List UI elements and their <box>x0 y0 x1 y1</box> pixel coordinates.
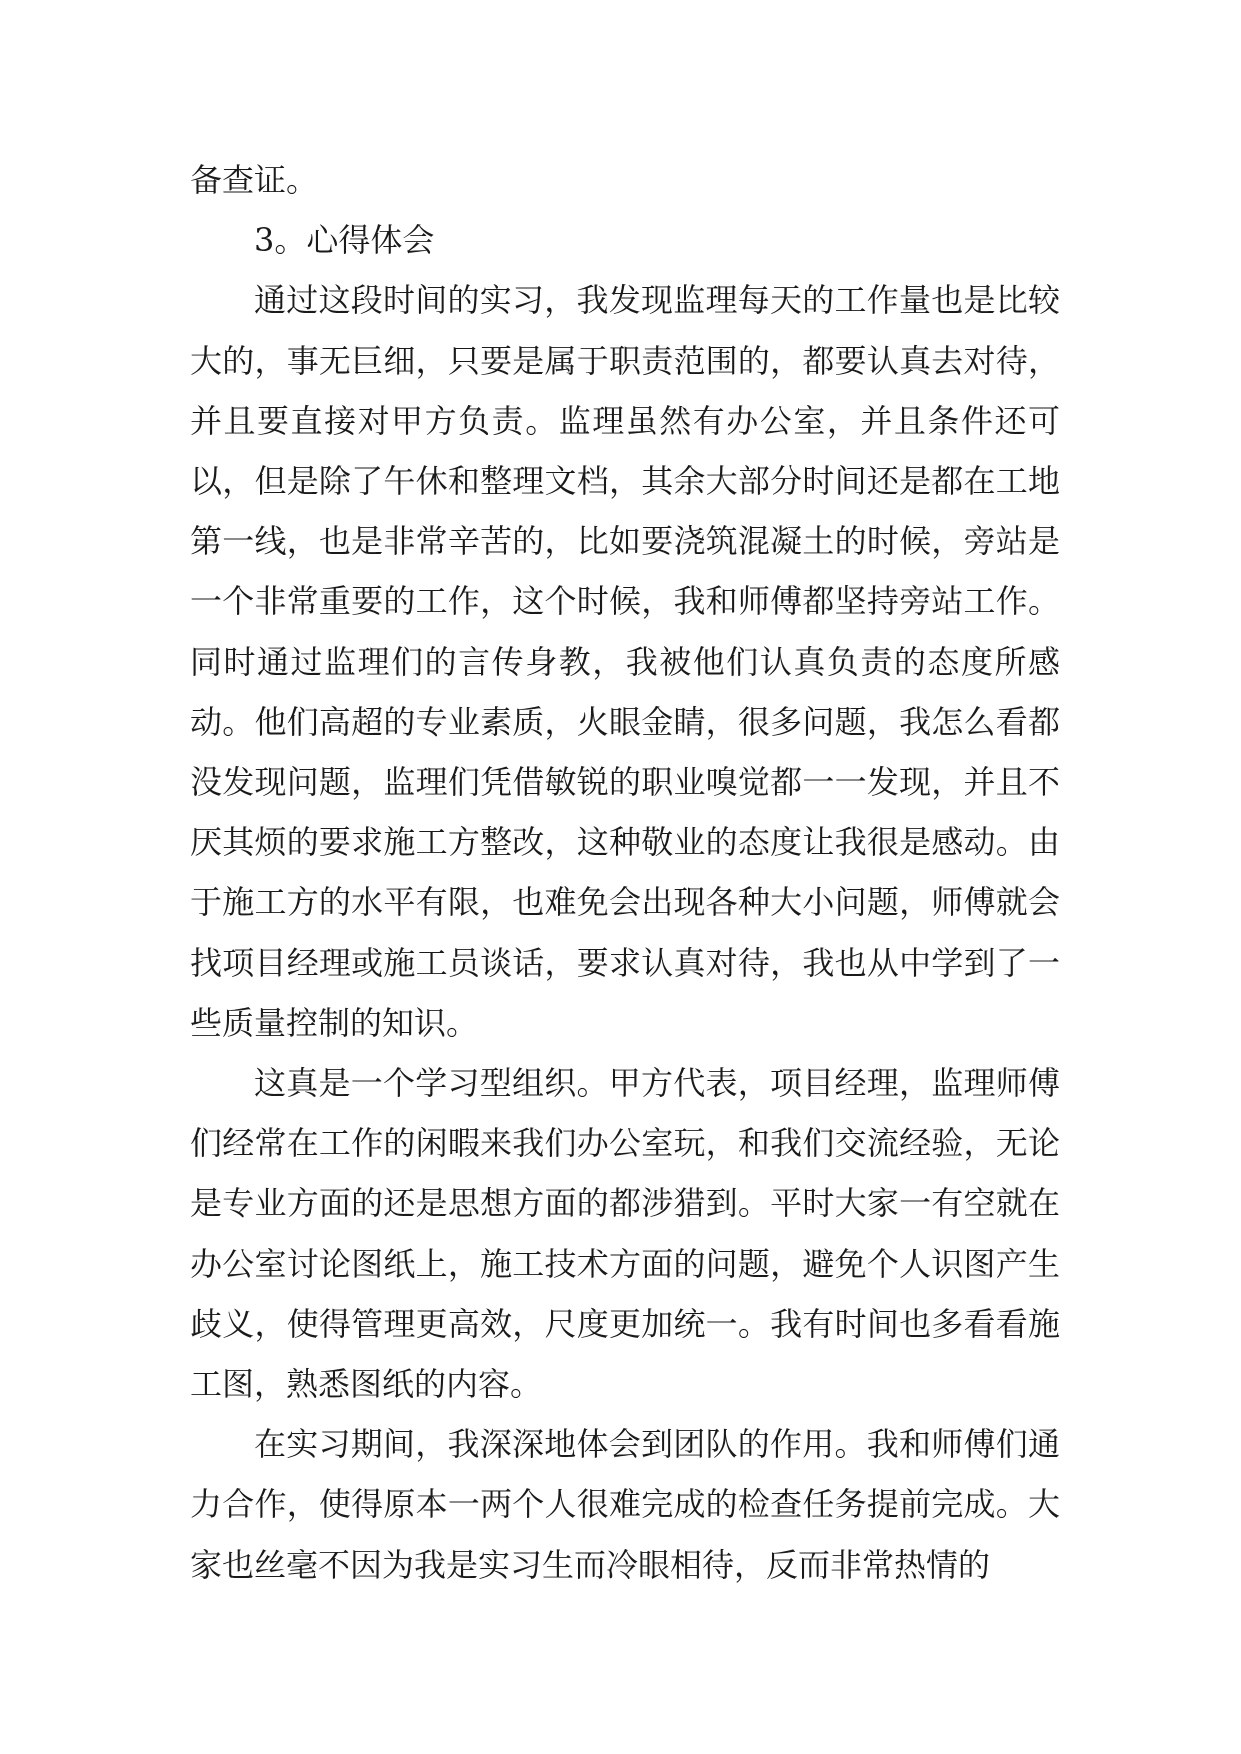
paragraph: 这真是一个学习型组织。甲方代表，项目经理，监理师傅们经常在工作的闲暇来我们办公室玩，和我们交流经验，无论是专业方面的还是思想方面的都涉猎到。平时大家一有空就在办公室讨论图纸上，施工技术方面的问题，避免个人识图产生歧义，使得管理更高效，尺度更加统一。我有时间也多看看施工图，熟悉图纸的内容。 <box>190 1064 1060 1404</box>
document-body <box>190 150 1060 1595</box>
paragraph: 在实习期间，我深深地体会到团队的作用。我和师傅们通力合作，使得原本一两个人很难完成的检查任务提前完成。大家也丝毫不因为我是实习生而冷眼相待，反而非常热情的 <box>190 1425 1060 1584</box>
paragraph-continuation: 备查证。 <box>190 161 319 199</box>
paragraph: 通过这段时间的实习，我发现监理每天的工作量也是比较大的，事无巨细，只要是属于职责范围的，都要认真去对待，并且要直接对甲方负责。监理虽然有办公室，并且条件还可以，但是除了午休和整理文档，其余大部分时间还是都在工地第一线，也是非常辛苦的，比如要浇筑混凝土的时候，旁站是一个非常重要的工作，这个时候，我和师傅都坚持旁站工作。同时通过监理们的言传身教，我被他们认真负责的态度所感动。他们高超的专业素质，火眼金睛，很多问题，我怎么看都没发现问题，监理们凭借敏锐的职业嗅觉都一一发现，并且不厌其烦的要求施工方整改，这种敬业的态度让我很是感动。由于施工方的水平有限，也难免会出现各种大小问题，师傅就会找项目经理或施工员谈话，要求认真对待，我也从中学到了一些质量控制的知识。 <box>190 281 1060 1042</box>
section-heading: 3。心得体会 <box>254 221 435 260</box>
